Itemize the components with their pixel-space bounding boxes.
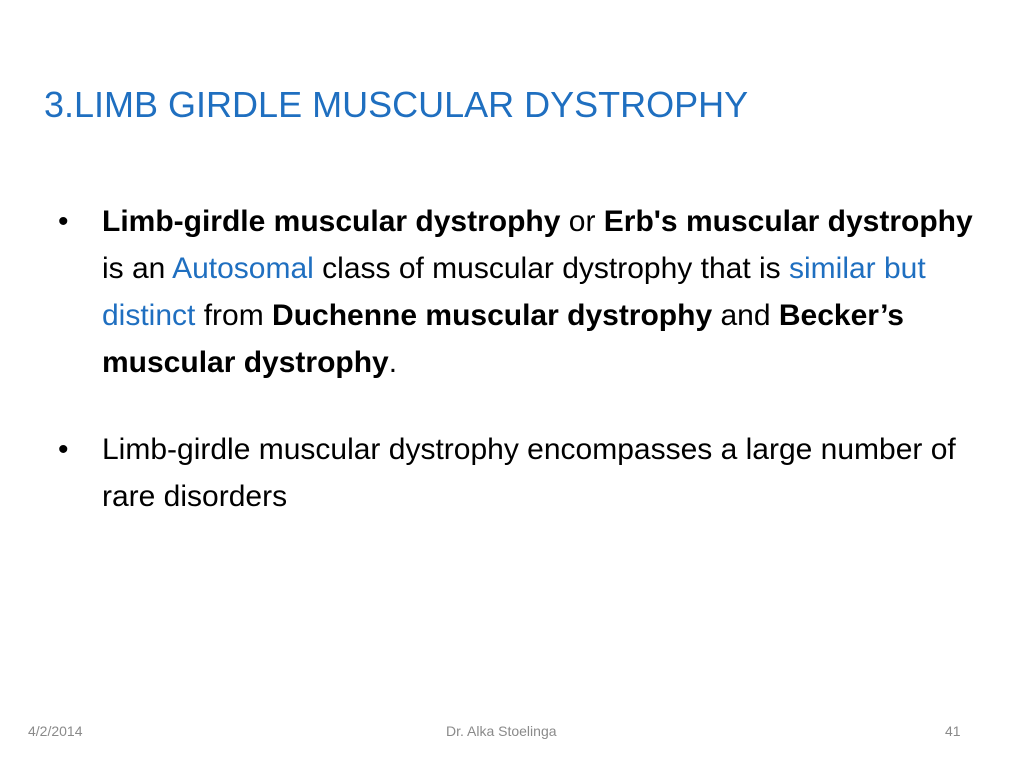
term-erbs: Erb's muscular dystrophy: [603, 205, 973, 238]
footer-date: 4/2/2014: [28, 723, 83, 739]
bullet-icon: •: [58, 205, 69, 238]
term-becker: Becker’s muscular dystrophy: [102, 299, 904, 379]
footer-page-number: 41: [945, 723, 961, 739]
link-similar-but-distinct[interactable]: similar but distinct: [102, 252, 926, 332]
slide-title: 3.LIMB GIRDLE MUSCULAR DYSTROPHY: [44, 84, 749, 125]
text-run: or: [560, 205, 604, 238]
text-run: from: [195, 299, 273, 332]
term-duchenne: Duchenne muscular dystrophy: [272, 299, 713, 332]
term-lgmd: Limb-girdle muscular dystrophy: [102, 205, 561, 238]
bullet-item: [56, 426, 976, 520]
link-autosomal[interactable]: Autosomal: [172, 252, 314, 285]
bullet-icon: •: [58, 433, 69, 466]
text-run: class of muscular dystrophy that is: [313, 252, 789, 285]
text-run: is an: [102, 252, 173, 285]
text-run: .: [388, 346, 398, 379]
bullet-item: [56, 198, 976, 386]
text-run: Limb-girdle muscular dystrophy encompasses a large number of rare disorders: [102, 433, 956, 513]
footer-author: Dr. Alka Stoelinga: [446, 723, 557, 739]
text-run: and: [712, 299, 779, 332]
bullet-list: [56, 198, 976, 520]
